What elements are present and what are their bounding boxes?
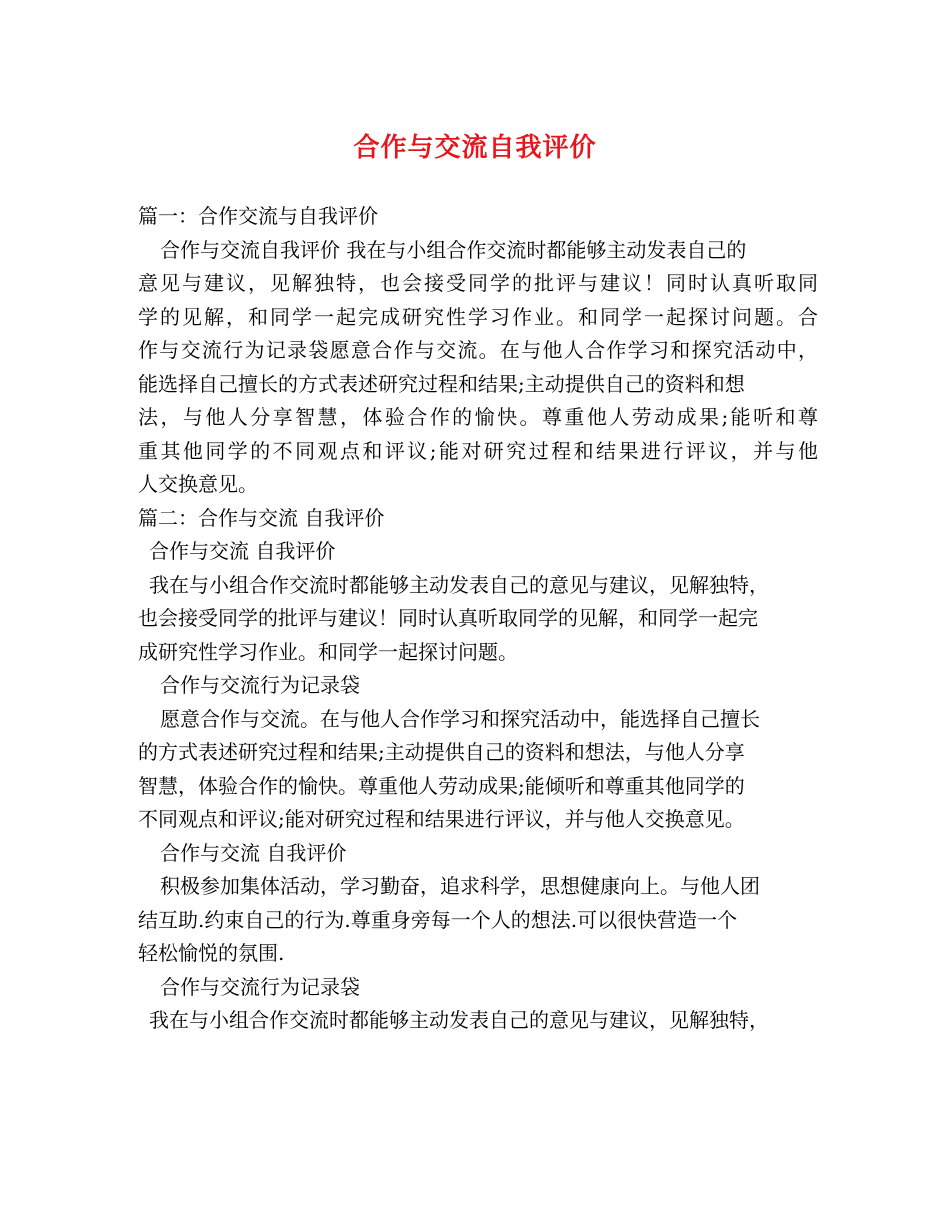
subheading: 合作与交流 自我评价 xyxy=(160,840,347,865)
subheading: 合作与交流行为记录袋 xyxy=(160,974,360,999)
section-heading: 篇一：合作交流与自我评价 xyxy=(138,204,378,228)
text-line: 愿意合作与交流。在与他人合作学习和探究活动中，能选择自己擅长 xyxy=(160,706,760,731)
text-line: 积极参加集体活动，学习勤奋，追求科学，思想健康向上。与他人团 xyxy=(160,874,760,898)
text-line: 成研究性学习作业。和同学一起探讨问题。 xyxy=(138,639,518,664)
text-line: 法，与他人分享智慧，体验合作的愉快。尊重他人劳动成果;能听和尊 xyxy=(138,405,818,429)
subheading: 合作与交流行为记录袋 xyxy=(160,673,360,697)
text-line: 合作与交流自我评价 我在与小组合作交流时都能够主动发表自己的 xyxy=(160,237,747,262)
text-line: 结互助.约束自己的行为.尊重身旁每一个人的想法.可以很快营造一个 xyxy=(138,907,738,932)
text-line: 作与交流行为记录袋愿意合作与交流。在与他人合作学习和探究活动中， xyxy=(138,338,818,362)
text-line: 重其他同学的不同观点和评议;能对研究过程和结果进行评议，并与他 xyxy=(138,438,818,463)
text-line: 智慧，体验合作的愉快。尊重他人劳动成果;能倾听和尊重其他同学的 xyxy=(138,773,745,798)
text-line: 我在与小组合作交流时都能够主动发表自己的意见与建议，见解独特， xyxy=(149,572,769,597)
text-line: 意见与建议，见解独特，也会接受同学的批评与建议！同时认真听取同 xyxy=(138,271,818,295)
text-line: 学的见解，和同学一起完成研究性学习作业。和同学一起探讨问题。合 xyxy=(138,304,818,329)
text-line: 人交换意见。 xyxy=(138,472,258,496)
text-line: 能选择自己擅长的方式表述研究过程和结果;主动提供自己的资料和想 xyxy=(138,371,745,396)
text-line: 我在与小组合作交流时都能够主动发表自己的意见与建议，见解独特， xyxy=(149,1008,769,1032)
subheading: 合作与交流 自我评价 xyxy=(149,539,336,563)
document-title: 合作与交流自我评价 xyxy=(353,133,597,163)
section-heading: 篇二：合作与交流 自我评价 xyxy=(138,505,385,530)
text-line: 的方式表述研究过程和结果;主动提供自己的资料和想法，与他人分享 xyxy=(138,740,745,764)
text-line: 轻松愉悦的氛围. xyxy=(138,941,285,965)
document-body xyxy=(138,200,818,1038)
text-line: 也会接受同学的批评与建议！同时认真听取同学的见解，和同学一起完 xyxy=(138,606,758,630)
text-line: 不同观点和评议;能对研究过程和结果进行评议，并与他人交换意见。 xyxy=(138,807,745,831)
